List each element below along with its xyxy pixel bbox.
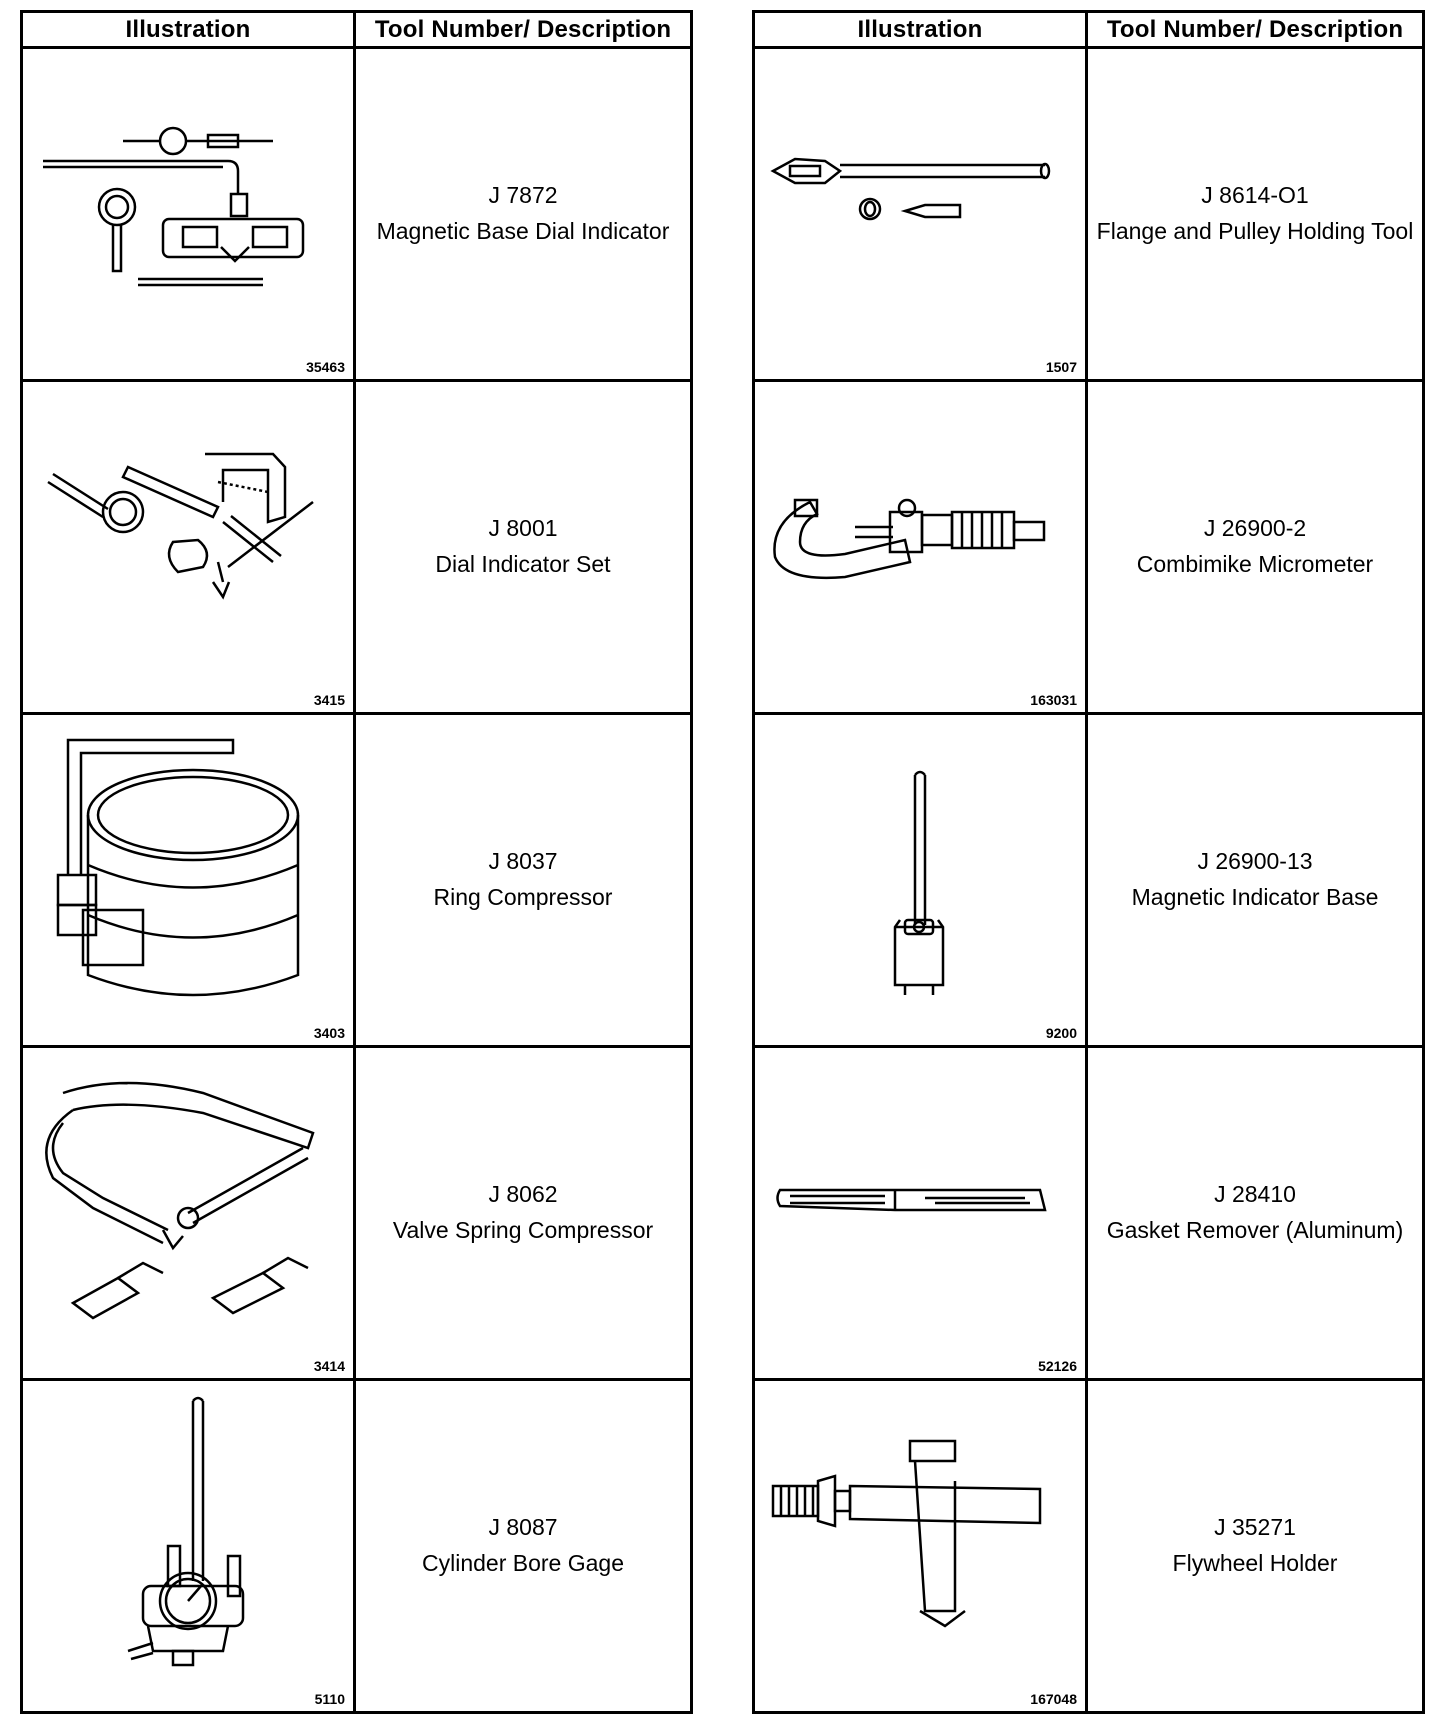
table-row: [22, 1047, 692, 1380]
tool-number: J 7872: [488, 182, 558, 209]
table-row: [22, 714, 692, 1047]
flange-pulley-holding-tool-icon: [755, 49, 1085, 379]
header-tool-description: Tool Number/ Description: [355, 12, 692, 48]
table-row: [22, 381, 692, 714]
table-row: [754, 1047, 1424, 1380]
tool-name: Ring Compressor: [433, 884, 613, 910]
tool-number: J 28410: [1214, 1181, 1296, 1208]
tool-number: J 8001: [488, 515, 558, 542]
table-row: [754, 714, 1424, 1047]
tool-number: J 26900-13: [1197, 848, 1313, 875]
cylinder-bore-gage-icon: [23, 1381, 353, 1711]
header-tool-description: Tool Number/ Description: [1087, 12, 1424, 48]
table-row: [754, 48, 1424, 381]
description-cell: [1087, 381, 1424, 714]
tool-name: Flywheel Holder: [1172, 1550, 1338, 1576]
valve-spring-compressor-icon: [23, 1048, 353, 1378]
figure-number: 1507: [1045, 359, 1077, 375]
description-cell: [355, 48, 692, 381]
illustration-cell: [754, 1047, 1087, 1380]
tool-number: J 8037: [488, 848, 558, 875]
table-row: [754, 1380, 1424, 1713]
tool-name: Magnetic Base Dial Indicator: [376, 218, 670, 244]
description-cell: [1087, 48, 1424, 381]
micrometer-icon: [755, 382, 1085, 712]
flywheel-holder-icon: [755, 1381, 1085, 1711]
illustration-cell: [754, 381, 1087, 714]
tool-name: Magnetic Indicator Base: [1131, 884, 1379, 910]
magnetic-base-dial-indicator-icon: [23, 49, 353, 379]
figure-number: 35463: [306, 359, 345, 375]
tool-name: Flange and Pulley Holding Tool: [1096, 218, 1414, 244]
figure-number: 9200: [1045, 1025, 1077, 1041]
tool-number: J 35271: [1214, 1514, 1296, 1541]
header-illustration: Illustration: [754, 12, 1087, 48]
dial-indicator-set-icon: [23, 382, 353, 712]
illustration-cell: [22, 381, 355, 714]
figure-number: 52126: [1038, 1358, 1077, 1374]
tool-name: Gasket Remover (Aluminum): [1106, 1217, 1404, 1243]
tool-number: J 8087: [488, 1514, 558, 1541]
figure-number: 167048: [1030, 1691, 1077, 1707]
illustration-cell: [22, 48, 355, 381]
tool-name: Dial Indicator Set: [435, 551, 611, 577]
illustration-cell: [754, 48, 1087, 381]
tool-name: Valve Spring Compressor: [392, 1217, 654, 1243]
tool-name: Cylinder Bore Gage: [422, 1550, 624, 1576]
gasket-remover-icon: [755, 1048, 1085, 1378]
description-cell: [1087, 1047, 1424, 1380]
figure-number: 3403: [313, 1025, 345, 1041]
description-cell: [355, 1047, 692, 1380]
description-cell: [355, 381, 692, 714]
figure-number: 163031: [1030, 692, 1077, 708]
illustration-cell: [754, 1380, 1087, 1713]
table-row: [22, 1380, 692, 1713]
table-row: [754, 381, 1424, 714]
ring-compressor-icon: [23, 715, 353, 1045]
illustration-cell: [754, 714, 1087, 1047]
illustration-cell: [22, 1047, 355, 1380]
tool-name: Combimike Micrometer: [1136, 551, 1374, 577]
tool-number: J 8614-O1: [1201, 182, 1309, 209]
magnetic-indicator-base-icon: [755, 715, 1085, 1045]
table-row: [22, 48, 692, 381]
figure-number: 3414: [313, 1358, 345, 1374]
tool-number: J 26900-2: [1203, 515, 1307, 542]
illustration-cell: [22, 1380, 355, 1713]
header-illustration: Illustration: [22, 12, 355, 48]
tool-table-right: [752, 10, 1425, 1714]
illustration-cell: [22, 714, 355, 1047]
description-cell: [355, 714, 692, 1047]
tool-number: J 8062: [488, 1181, 558, 1208]
figure-number: 3415: [313, 692, 345, 708]
figure-number: 5110: [314, 1691, 345, 1707]
description-cell: [355, 1380, 692, 1713]
tool-table-left: [20, 10, 693, 1714]
description-cell: [1087, 1380, 1424, 1713]
description-cell: [1087, 714, 1424, 1047]
